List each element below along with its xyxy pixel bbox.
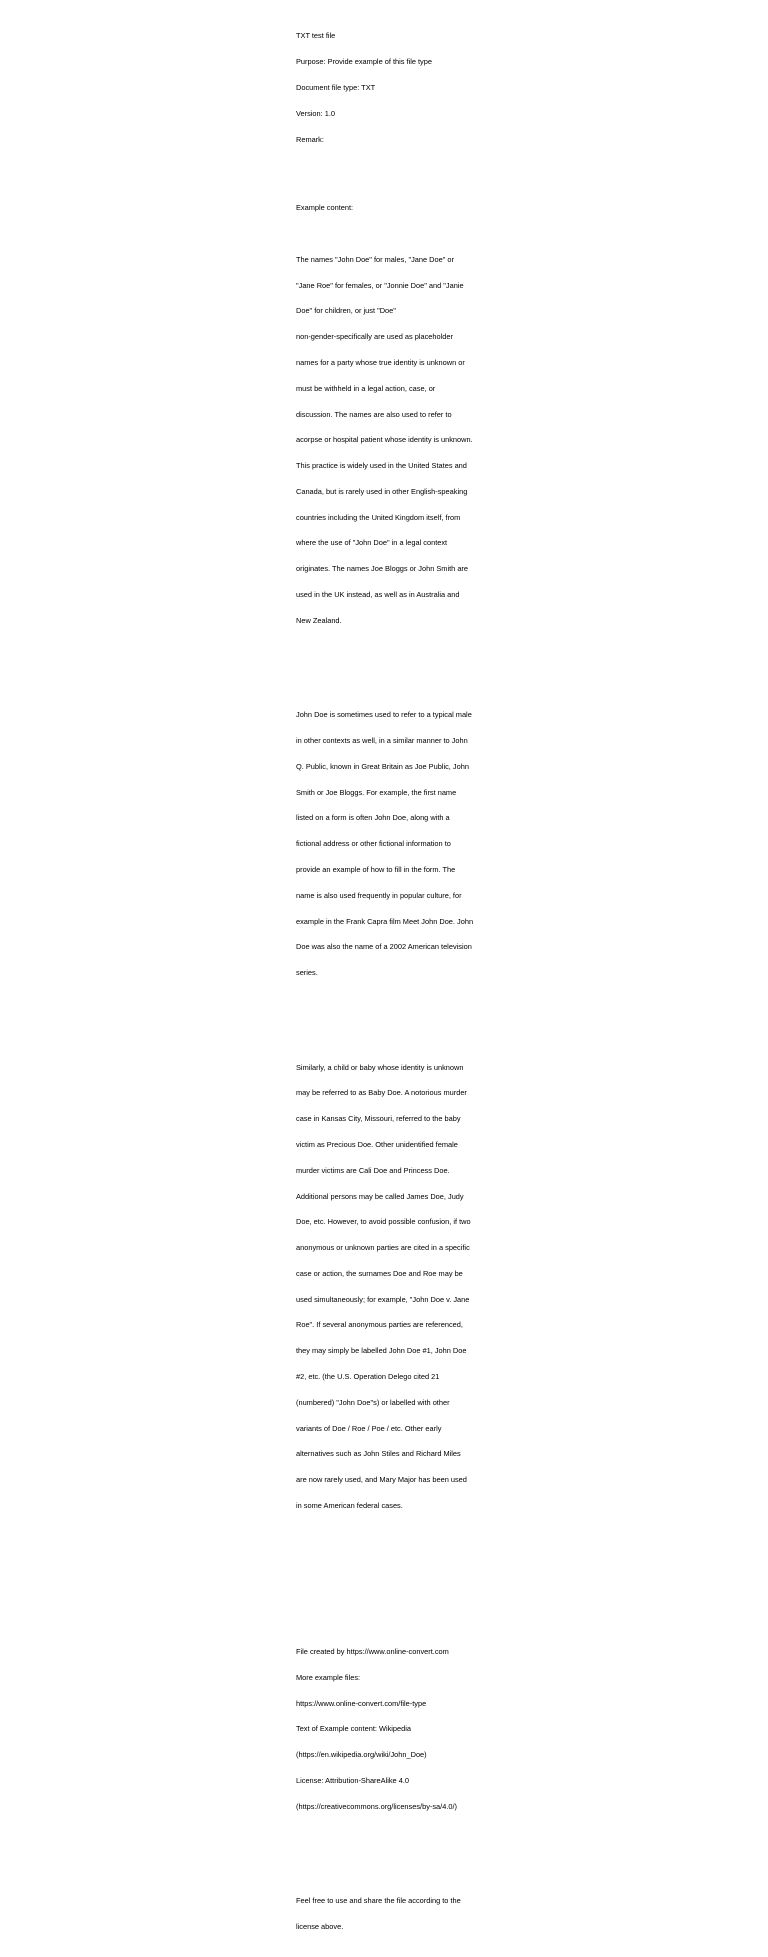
blank-line [296, 660, 476, 669]
paragraph-1 [296, 239, 476, 643]
blank-line [296, 178, 476, 187]
paragraph-line: Q. Public, known in Great Britain as Joe Public, John [296, 761, 469, 771]
document-header [296, 15, 476, 161]
paragraph-line: variants of Doe / Roe / Poe / etc. Other early [296, 1423, 442, 1433]
blank-line [296, 1571, 476, 1580]
paragraph-line: example in the Frank Capra film Meet John Doe. John [296, 916, 474, 926]
paragraph-line: Doe, etc. However, to avoid possible confusion, if two [296, 1217, 471, 1227]
paragraph-line: names for a party whose true identity is unknown or [296, 357, 465, 367]
example-content-label: Example content: [296, 203, 354, 213]
paragraph-line: where the use of "John Doe" in a legal context [296, 538, 448, 548]
footer-line: File created by https://www.online-convert.com [296, 1647, 449, 1656]
paragraph-line: Similarly, a child or baby whose identity is unknown [296, 1062, 464, 1072]
document-footer [296, 1631, 476, 1829]
paragraph-line: anonymous or unknown parties are cited in a specific [296, 1243, 470, 1253]
blank-line [296, 1596, 476, 1605]
paragraph-line: name is also used frequently in popular culture, for [296, 890, 462, 900]
header-line-purpose: Purpose: Provide example of this file type [296, 57, 432, 67]
paragraph-line: Additional persons may be called James Doe, Judy [296, 1191, 464, 1201]
header-line-remark: Remark: [296, 134, 324, 144]
paragraph-line: are now rarely used, and Mary Major has been used [296, 1475, 467, 1485]
paragraph-line: originates. The names Joe Bloggs or John Smith are [296, 564, 468, 574]
paragraph-line: case in Kansas City, Missouri, referred to the baby [296, 1114, 461, 1124]
paragraph-line: acorpse or hospital patient whose identity is unknown. [296, 435, 473, 445]
closing-line: Feel free to use and share the file according to the [296, 1896, 461, 1906]
paragraph-line: discussion. The names are also used to refer to [296, 409, 452, 419]
paragraph-line: victim as Precious Doe. Other unidentified female [296, 1139, 458, 1149]
blank-line [296, 1012, 476, 1021]
paragraph-line: Smith or Joe Bloggs. For example, the first name [296, 787, 457, 797]
footer-line: License: Attribution-ShareAlike 4.0 [296, 1775, 409, 1785]
paragraph-line: in some American federal cases. [296, 1500, 403, 1510]
paragraph-line: "Jane Roe" for females, or "Jonnie Doe" and "Janie [296, 280, 464, 290]
paragraph-line: This practice is widely used in the United States and [296, 461, 467, 471]
paragraph-line: they may simply be labelled John Doe #1, John Doe [296, 1346, 467, 1356]
paragraph-line: series. [296, 968, 318, 978]
blank-line [296, 1545, 476, 1554]
paragraph-2 [296, 694, 476, 995]
paragraph-line: provide an example of how to fill in the form. The [296, 864, 456, 874]
text-document [296, 0, 476, 1957]
footer-line: Text of Example content: Wikipedia [296, 1724, 412, 1734]
paragraph-line: fictional address or other fictional information to [296, 839, 451, 849]
blank-line [296, 1846, 476, 1855]
paragraph-line: Doe was also the name of a 2002 American television [296, 942, 472, 952]
paragraph-line: New Zealand. [296, 615, 342, 625]
header-line-title: TXT test file [296, 31, 336, 41]
paragraph-3 [296, 1046, 476, 1527]
paragraph-line: listed on a form is often John Doe, along with a [296, 813, 450, 823]
paragraph-line: The names "John Doe" for males, "Jane Doe" or [296, 254, 454, 264]
paragraph-line: Roe". If several anonymous parties are referenced, [296, 1320, 463, 1330]
paragraph-line: Canada, but is rarely used in other English-speaking [296, 486, 468, 496]
paragraph-line: (numbered) "John Doe"s) or labelled with other [296, 1397, 450, 1407]
footer-line: (https://creativecommons.org/licenses/by-sa/4.0/) [296, 1801, 458, 1811]
paragraph-line: alternatives such as John Stiles and Richard Miles [296, 1449, 461, 1459]
header-line-file-type: Document file type: TXT [296, 82, 376, 92]
paragraph-line: countries including the United Kingdom itself, from [296, 512, 461, 522]
paragraph-line: non-gender-specifically are used as placeholder [296, 332, 453, 342]
paragraph-line: must be withheld in a legal action, case, or [296, 383, 436, 393]
paragraph-line: used in the UK instead, as well as in Australia and [296, 589, 460, 599]
closing-line: license above. [296, 1922, 344, 1931]
paragraph-line: used simultaneously; for example, "John Doe v. Jane [296, 1294, 470, 1304]
paragraph-line: in other contexts as well, in a similar manner to John [296, 736, 468, 746]
footer-line: More example files: [296, 1672, 361, 1682]
footer-line: https://www.online-convert.com/file-type [296, 1698, 427, 1708]
closing-note [296, 1880, 476, 1949]
footer-line: (https://en.wikipedia.org/wiki/John_Doe) [296, 1750, 427, 1760]
paragraph-line: case or action, the surnames Doe and Roe may be [296, 1268, 463, 1278]
header-line-version: Version: 1.0 [296, 108, 336, 118]
paragraph-line: #2, etc. (the U.S. Operation Delego cited 21 [296, 1372, 440, 1381]
paragraph-line: Doe" for children, or just "Doe" [296, 306, 396, 316]
paragraph-line: John Doe is sometimes used to refer to a typical male [296, 710, 472, 720]
paragraph-line: may be referred to as Baby Doe. A notorious murder [296, 1088, 467, 1098]
paragraph-line: murder victims are Cali Doe and Princess Doe. [296, 1165, 450, 1175]
